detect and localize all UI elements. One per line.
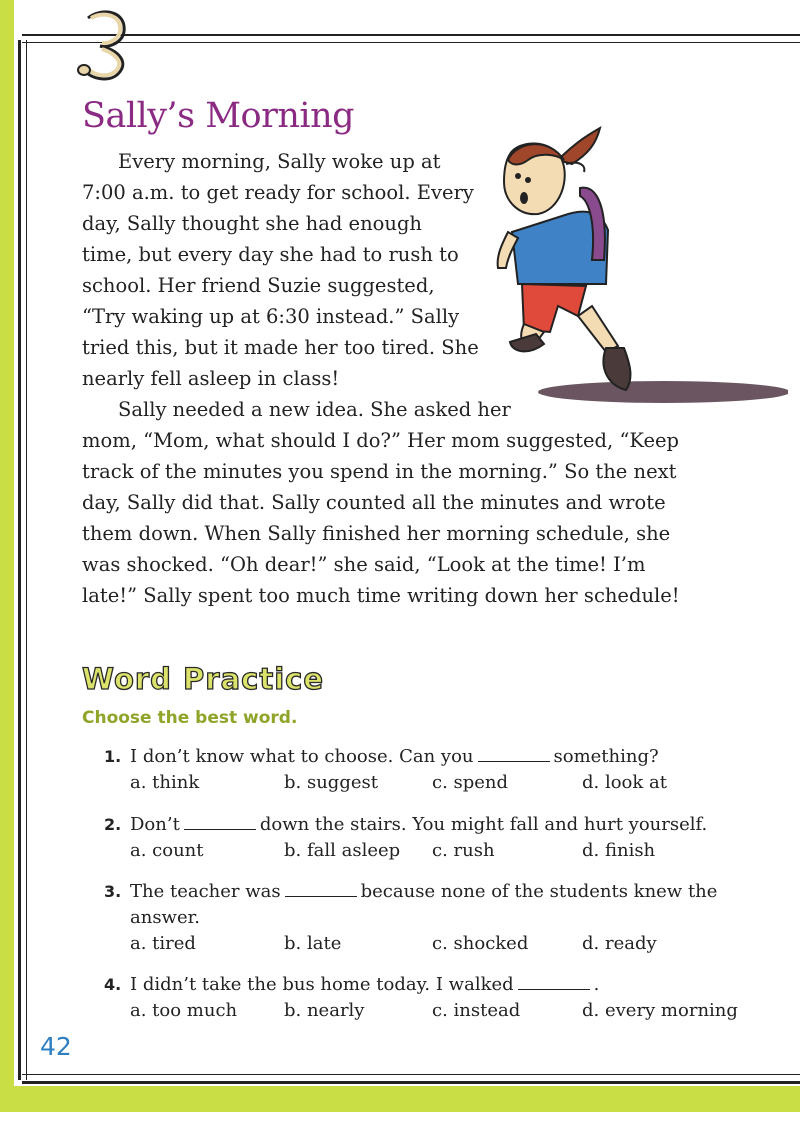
sketch-border-bottom [22,1074,800,1084]
story-line: late!” Sally spent too much time writing down her schedule! [82,584,680,607]
scan-margin [0,1112,800,1122]
story-line: day, Sally did that. Sally counted all the minutes and wrote [82,491,666,514]
option-c[interactable]: c. instead [432,1000,521,1021]
answer-blank[interactable] [285,882,357,897]
story-line: 7:00 a.m. to get ready for school. Every [82,181,474,204]
option-b[interactable]: b. suggest [284,772,378,793]
option-d[interactable]: d. finish [582,840,656,861]
story-line: “Try waking up at 6:30 instead.” Sally [82,305,460,328]
option-b[interactable]: b. fall asleep [284,840,401,861]
story-line: Sally needed a new idea. She asked her [118,398,511,421]
question-3 [104,879,754,959]
question-text-before: I didn’t take the bus home today. I walked [130,974,514,995]
answer-blank[interactable] [478,747,550,762]
notebook-spiral-icon [70,4,140,84]
option-b[interactable]: b. late [284,933,342,954]
option-d[interactable]: d. look at [582,772,667,793]
option-a[interactable]: a. count [130,840,204,861]
page-number: 42 [40,1032,72,1061]
question-text-after: . [593,974,600,995]
question-text-before: Don’t [130,814,180,835]
story-line: nearly fell asleep in class! [82,367,340,390]
option-d[interactable]: d. ready [582,933,657,954]
option-c[interactable]: c. rush [432,840,495,861]
story-line: Every morning, Sally woke up at [118,150,441,173]
option-b[interactable]: b. nearly [284,1000,365,1021]
sketch-border-left [18,40,27,1080]
question-4 [104,972,754,1026]
option-a[interactable]: a. think [130,772,200,793]
page-edge-left [0,0,14,1100]
question-text-after: something? [553,746,659,767]
story-line: day, Sally thought she had enough [82,212,422,235]
question-2 [104,812,754,866]
question-text-before: The teacher was [130,881,281,902]
option-a[interactable]: a. too much [130,1000,238,1021]
answer-blank[interactable] [184,815,256,830]
question-text-after: down the stairs. You might fall and hurt yourself. [259,814,708,835]
word-practice-instruction: Choose the best word. [82,708,298,728]
question-text-after: because none of the students knew the [360,881,718,902]
question-number: 2. [104,815,122,834]
running-girl-illustration [488,120,788,410]
question-number: 4. [104,975,122,994]
story-title: Sally’s Morning [82,96,355,136]
option-c[interactable]: c. spend [432,772,509,793]
story-line: was shocked. “Oh dear!” she said, “Look at the time! I’m [82,553,646,576]
story-line: track of the minutes you spend in the morning.” So the next [82,460,677,483]
option-a[interactable]: a. tired [130,933,196,954]
question-text-before: I don’t know what to choose. Can you [130,746,474,767]
option-c[interactable]: c. shocked [432,933,529,954]
story-paragraph-2 [82,394,702,611]
story-line: school. Her friend Suzie suggested, [82,274,435,297]
question-text-continuation: answer. [130,907,200,928]
story-line: them down. When Sally finished her morning schedule, she [82,522,671,545]
option-d[interactable]: d. every morning [582,1000,738,1021]
story-line: mom, “Mom, what should I do?” Her mom suggested, “Keep [82,429,680,452]
question-number: 3. [104,882,122,901]
story-line: tried this, but it made her too tired. She [82,336,479,359]
answer-blank[interactable] [518,975,590,990]
word-practice-heading: Word Practice [82,662,325,696]
story-line: time, but every day she had to rush to [82,243,459,266]
question-1 [104,744,754,798]
question-number: 1. [104,747,122,766]
